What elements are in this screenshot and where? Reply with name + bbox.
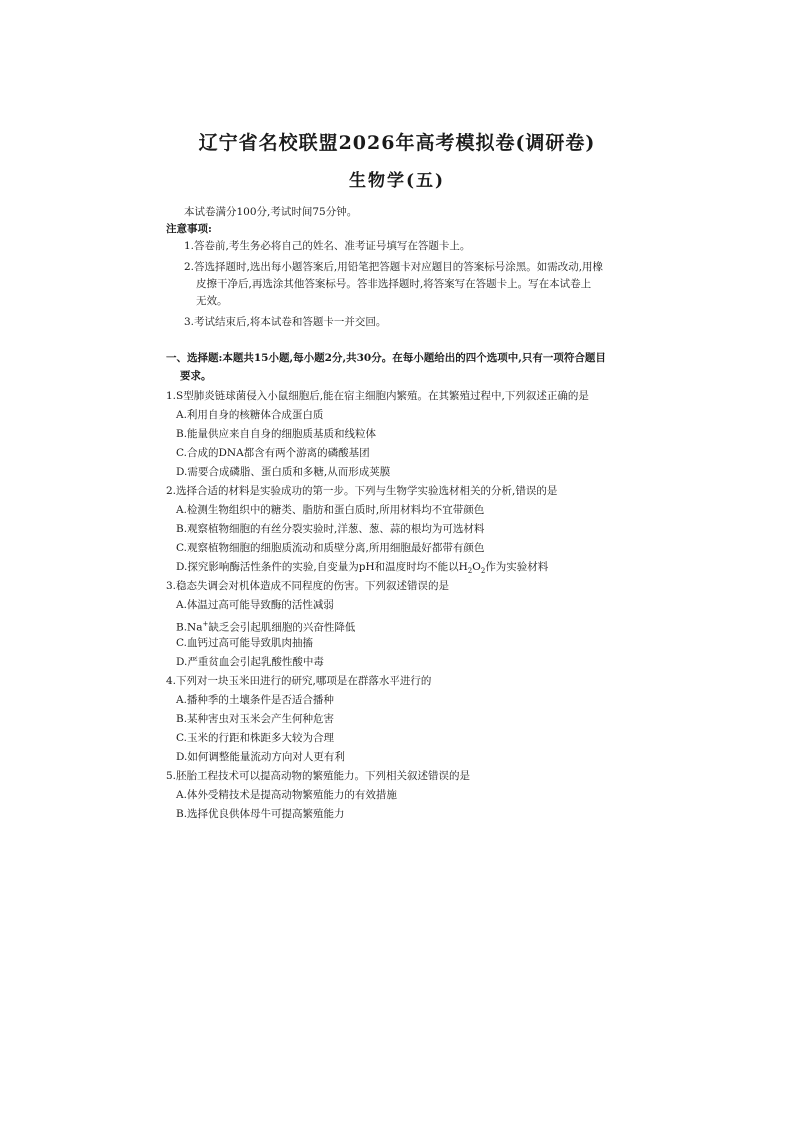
question-4-stem: 4.下列对一块玉米田进行的研究,哪项是在群落水平进行的: [166, 675, 432, 687]
question-5-option-b: B.选择优良供体母牛可提高繁殖能力: [176, 808, 345, 820]
exam-title: 辽宁省名校联盟2026年高考模拟卷(调研卷): [198, 132, 596, 154]
question-2-option-d-text: D.探究影响酶活性条件的实验,自变量为pH和温度时均不能以H: [176, 561, 468, 573]
sodium-charge-superscript: +: [202, 620, 209, 628]
question-1-option-b: B.能量供应来自自身的细胞质基质和线粒体: [176, 428, 377, 440]
question-1-option-d: D.需要合成磷脂、蛋白质和多糖,从而形成荚膜: [176, 466, 391, 478]
question-3-option-b: [176, 618, 355, 635]
question-2-option-b: B.观察植物细胞的有丝分裂实验时,洋葱、葱、蒜的根均为可选材料: [176, 523, 485, 535]
notice-heading: 注意事项:: [166, 223, 212, 235]
question-2-option-d-tail: 作为实验材料: [485, 561, 549, 573]
question-2-option-a: A.检测生物组织中的糖类、脂肪和蛋白质时,所用材料均不宜带颜色: [176, 504, 485, 516]
question-1-option-c: C.合成的DNA都含有两个游离的磷酸基团: [176, 447, 370, 459]
h2o2-subscript-1: 2: [467, 567, 473, 576]
question-3-option-b-prefix: B.Na: [176, 621, 203, 634]
question-3-option-c: C.血钙过高可能导致肌肉抽搐: [176, 637, 313, 649]
question-3-option-d: D.严重贫血会引起乳酸性酸中毒: [176, 656, 324, 668]
notice-item-3: 3.考试结束后,将本试卷和答题卡一并交回。: [184, 316, 387, 328]
question-1-stem: 1.S型肺炎链球菌侵入小鼠细胞后,能在宿主细胞内繁殖。在其繁殖过程中,下列叙述正确的是: [166, 390, 589, 402]
question-3-option-b-text: 缺乏会引起肌细胞的兴奋性降低: [208, 621, 356, 634]
question-3-option-a: A.体温过高可能导致酶的活性减弱: [176, 599, 334, 611]
notice-item-1: 1.答卷前,考生务必将自己的姓名、准考证号填写在答题卡上。: [184, 240, 471, 252]
h2o2-o: O: [472, 561, 481, 573]
notice-item-2-line-2: 皮擦干净后,再选涂其他答案标号。答非选择题时,将答案写在答题卡上。写在本试卷上: [196, 278, 592, 290]
section-1-heading-cont: 要求。: [180, 370, 212, 382]
question-5-option-a: A.体外受精技术是提高动物繁殖能力的有效措施: [176, 789, 397, 801]
notice-item-2-line-1: 2.答选择题时,选出每小题答案后,用铅笔把答题卡对应题目的答案标号涂黑。如需改动,用橡: [184, 261, 604, 273]
question-2-option-c: C.观察植物细胞的细胞质流动和质壁分离,所用细胞最好都带有颜色: [176, 542, 485, 554]
question-4-option-b: B.某种害虫对玉米会产生何种危害: [176, 713, 335, 725]
exam-subject: 生物学(五): [348, 171, 446, 191]
question-2-option-d: [176, 561, 548, 578]
question-1-option-a: A.利用自身的核糖体合成蛋白质: [176, 409, 324, 421]
question-4-option-a: A.播种季的土壤条件是否适合播种: [176, 694, 334, 706]
question-3-stem: 3.稳态失调会对机体造成不同程度的伤害。下列叙述错误的是: [166, 580, 450, 592]
question-2-stem: 2.选择合适的材料是实验成功的第一步。下列与生物学实验选材相关的分析,错误的是: [166, 485, 558, 497]
notice-item-2-line-3: 无效。: [196, 295, 228, 307]
question-4-option-d: D.如何调整能量流动方向对人更有利: [176, 751, 345, 763]
h2o2-subscript-2: 2: [480, 567, 486, 576]
question-5-stem: 5.胚胎工程技术可以提高动物的繁殖能力。下列相关叙述错误的是: [166, 770, 471, 782]
exam-intro: 本试卷满分100分,考试时间75分钟。: [184, 206, 358, 218]
section-1-heading: 一、选择题:本题共15小题,每小题2分,共30分。在每小题给出的四个选项中,只有一项符合题目: [166, 352, 606, 364]
question-4-option-c: C.玉米的行距和株距多大较为合理: [176, 732, 334, 744]
